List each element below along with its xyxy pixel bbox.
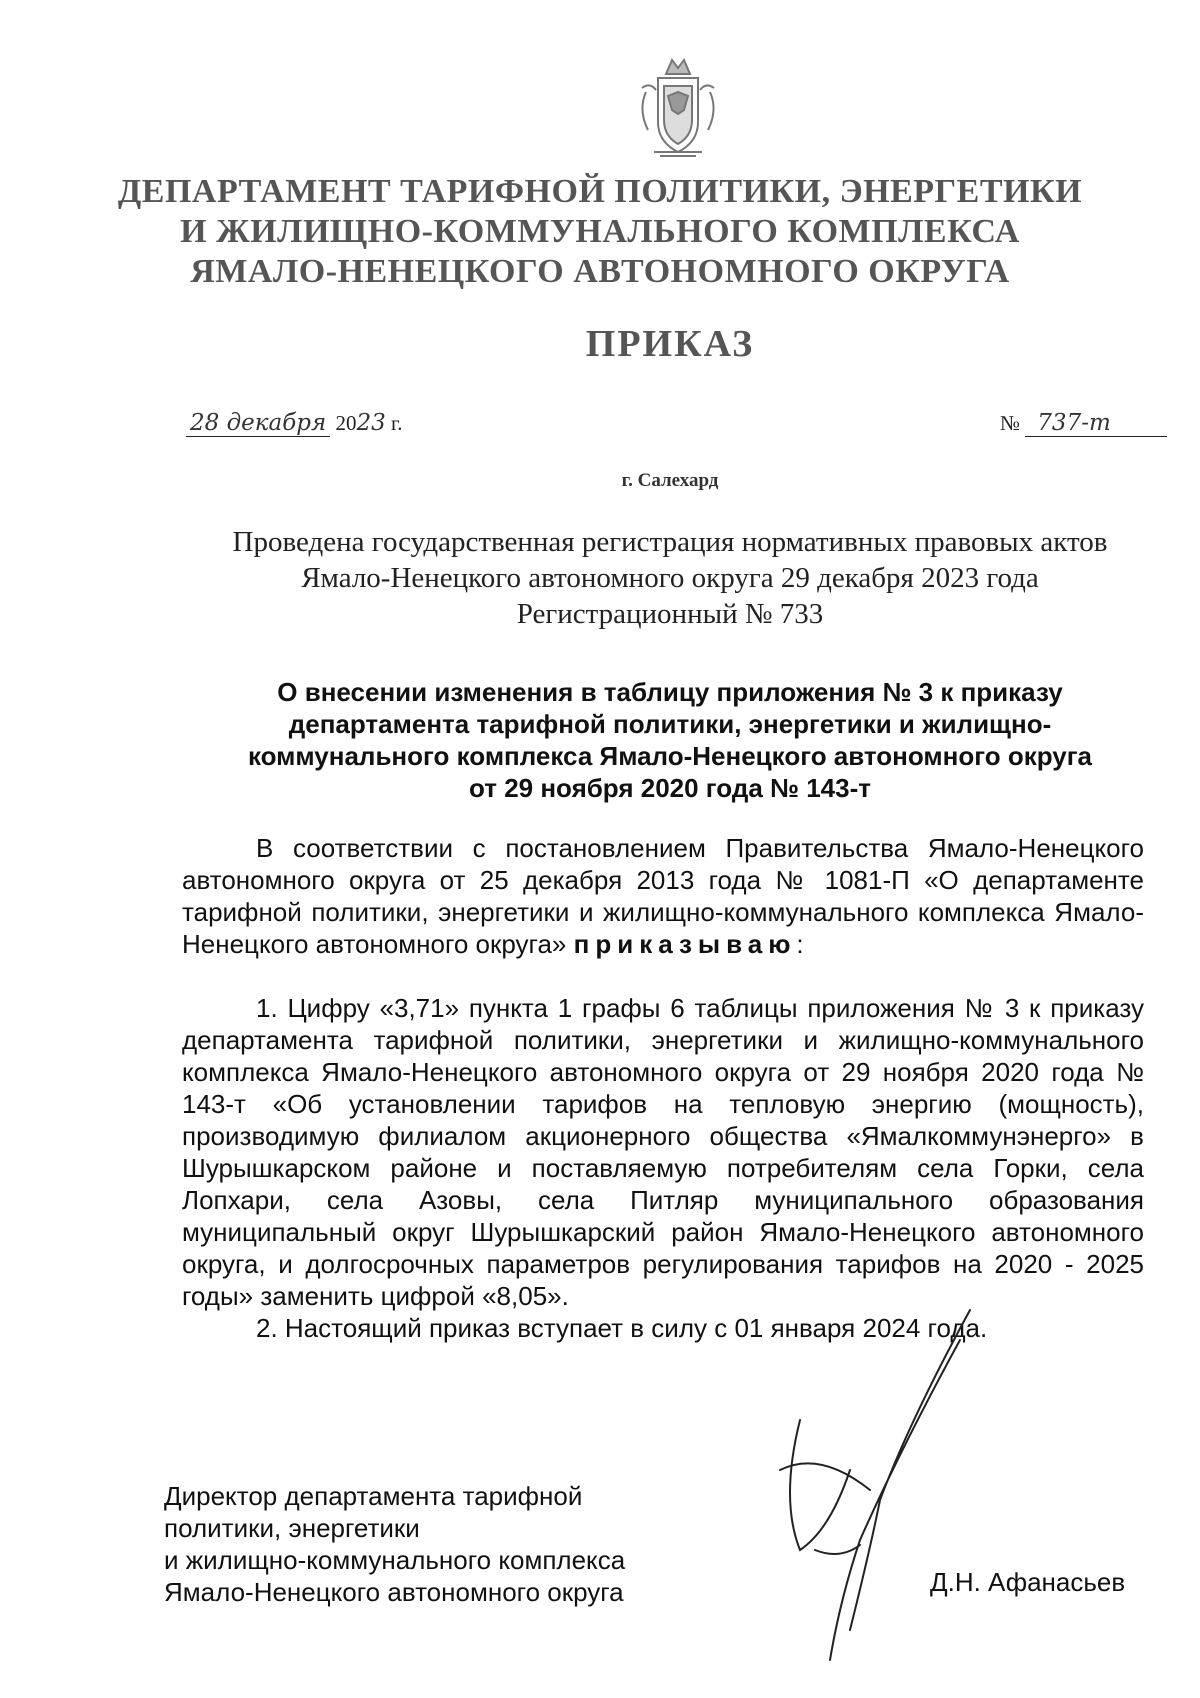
order-word: приказываю (573, 929, 797, 959)
department-line: ЯМАЛО-НЕНЕЦКОГО АВТОНОМНОГО ОКРУГА (190, 253, 1010, 290)
title-line: О внесении изменения в таблицу приложения № 3 к приказу (277, 677, 1063, 707)
signatory-position (164, 1480, 684, 1608)
number-prefix: № (1000, 411, 1021, 435)
order-number (1000, 410, 1167, 437)
order-date (186, 410, 402, 437)
year-suffix: г. (390, 411, 403, 435)
department-name (0, 172, 1200, 292)
position-line: Директор департамента тарифной (164, 1481, 583, 1511)
department-line: И ЖИЛИЩНО-КОММУНАЛЬНОГО КОМПЛЕКСА (180, 213, 1020, 250)
coat-of-arms-icon (628, 52, 728, 162)
preamble-paragraph (182, 832, 1144, 960)
item-2: 2. Настоящий приказ вступает в силу с 01 января 2024 года. (256, 1313, 988, 1343)
title-line: департамента тарифной политики, энергетики и жилищно- (288, 709, 1052, 739)
handwritten-date: 28 декабря (186, 410, 330, 437)
handwritten-signature (760, 1300, 990, 1670)
city: г. Салехард (621, 470, 719, 491)
document-type: ПРИКАЗ (585, 323, 755, 365)
stamp-line: Регистрационный № 733 (516, 598, 824, 630)
title-line: от 29 ноября 2020 года № 143-т (469, 773, 871, 803)
position-line: политики, энергетики (164, 1513, 420, 1543)
order-title (205, 676, 1135, 804)
signer-name: Д.Н. Афанасьев (930, 1567, 1126, 1597)
title-line: коммунального комплекса Ямало-Ненецкого автономного округа (247, 741, 1093, 771)
preamble-text: В соответствии с постановлением Правительства Ямало-Ненецкого автономного округа от 25 декабря 2013 года № 1081-П «О департаменте тарифной политики, энергетики и жилищно-коммунального комплекса Ямало-Ненецкого автономного округа» (182, 833, 1144, 959)
stamp-line: Ямало-Ненецкого автономного округа 29 декабря 2023 года (301, 562, 1039, 594)
handwritten-year: 23 (356, 410, 386, 436)
item-1: 1. Цифру «3,71» пункта 1 графы 6 таблицы приложения № 3 к приказу департамента тарифной политики, энергетики и жилищно-коммунального комплекса Ямало-Ненецкого автономного округа от 29 ноября 2020 года № 143-т «Об установлении тарифов на тепловую энергию (мощность), производимую филиалом акционерного общества «Ямалкоммунэнерго» в Шурышкарском районе и поставляемую потребителям села Горки, села Лопхари, села Азовы, села Питляр муниципального образования муниципальный округ Шурышкарский район Ямало-Ненецкого автономного округа, и долгосрочных параметров регулирования тарифов на 2020 - 2025 годы» заменить цифрой «8,05». (182, 993, 1144, 1311)
position-line: и жилищно-коммунального комплекса (164, 1545, 626, 1575)
order-colon: : (796, 929, 804, 959)
stamp-line: Проведена государственная регистрация нормативных правовых актов (232, 526, 1108, 558)
order-body (182, 832, 1144, 1344)
position-line: Ямало-Ненецкого автономного округа (164, 1577, 624, 1607)
department-line: ДЕПАРТАМЕНТ ТАРИФНОЙ ПОЛИТИКИ, ЭНЕРГЕТИКИ (117, 173, 1083, 210)
handwritten-number: 737-т (1025, 410, 1167, 437)
year-prefix: 20 (335, 411, 357, 435)
registration-stamp (0, 524, 1200, 632)
